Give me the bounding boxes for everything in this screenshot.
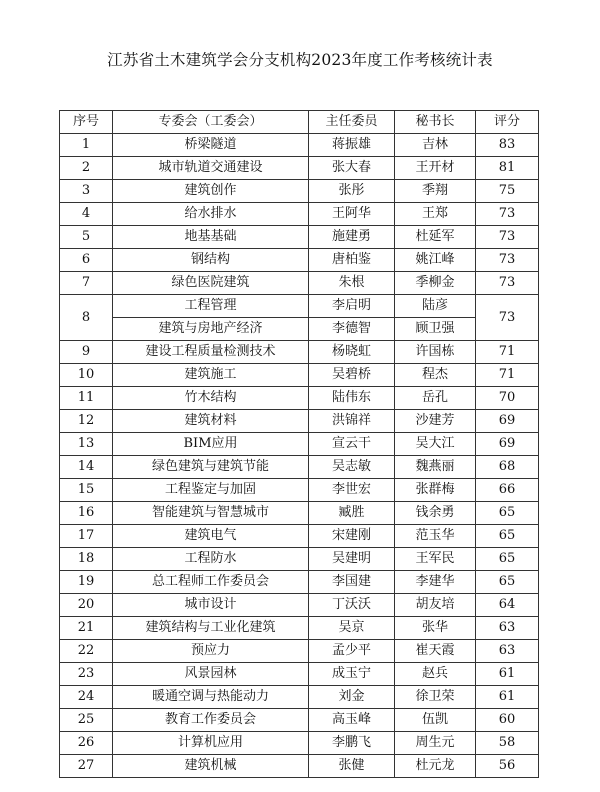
cell-committee: 绿色建筑与建筑节能 [113,456,309,479]
cell-director: 李德智 [309,318,395,341]
cell-score: 73 [476,295,539,341]
table-row [60,387,539,410]
cell-no: 22 [60,640,113,663]
header-secretary: 秘书长 [395,111,476,134]
cell-secretary: 顾卫强 [395,318,476,341]
cell-committee: 竹木结构 [113,387,309,410]
cell-secretary: 姚江峰 [395,249,476,272]
cell-director: 丁沃沃 [309,594,395,617]
cell-no: 20 [60,594,113,617]
cell-director: 朱根 [309,272,395,295]
cell-secretary: 周生元 [395,732,476,755]
cell-director: 宋建刚 [309,525,395,548]
score-table [59,110,539,778]
cell-secretary: 季柳金 [395,272,476,295]
cell-director: 吴建明 [309,548,395,571]
table-row [60,709,539,732]
table-row [60,594,539,617]
cell-director: 成玉宁 [309,663,395,686]
table-row [60,295,539,318]
cell-score: 81 [476,157,539,180]
cell-director: 唐柏鉴 [309,249,395,272]
cell-committee: 建筑施工 [113,364,309,387]
cell-secretary: 赵兵 [395,663,476,686]
cell-no: 10 [60,364,113,387]
cell-committee: 钢结构 [113,249,309,272]
cell-score: 65 [476,525,539,548]
table-row [60,410,539,433]
cell-director: 吴京 [309,617,395,640]
cell-secretary: 王开材 [395,157,476,180]
cell-score: 69 [476,410,539,433]
cell-director: 高玉峰 [309,709,395,732]
header-score: 评分 [476,111,539,134]
cell-director: 李启明 [309,295,395,318]
cell-no: 11 [60,387,113,410]
table-row [60,755,539,778]
cell-no: 1 [60,134,113,157]
cell-committee: 建筑材料 [113,410,309,433]
cell-score: 73 [476,249,539,272]
table-row [60,364,539,387]
cell-secretary: 张华 [395,617,476,640]
cell-committee: 工程管理 [113,295,309,318]
cell-no: 6 [60,249,113,272]
cell-score: 71 [476,341,539,364]
cell-committee: 桥梁隧道 [113,134,309,157]
cell-score: 64 [476,594,539,617]
cell-secretary: 李建华 [395,571,476,594]
table-row [60,686,539,709]
table-row [60,571,539,594]
cell-no: 14 [60,456,113,479]
cell-no: 16 [60,502,113,525]
cell-no: 15 [60,479,113,502]
cell-secretary: 徐卫荣 [395,686,476,709]
cell-secretary: 季翔 [395,180,476,203]
cell-score: 83 [476,134,539,157]
cell-committee: 工程鉴定与加固 [113,479,309,502]
cell-committee: BIM应用 [113,433,309,456]
cell-committee: 绿色医院建筑 [113,272,309,295]
cell-no: 17 [60,525,113,548]
cell-secretary: 范玉华 [395,525,476,548]
cell-score: 66 [476,479,539,502]
header-row [60,111,539,134]
cell-no: 27 [60,755,113,778]
cell-no: 18 [60,548,113,571]
cell-committee: 教育工作委员会 [113,709,309,732]
cell-score: 68 [476,456,539,479]
table-row [60,134,539,157]
table-body [60,134,539,778]
cell-score: 73 [476,226,539,249]
cell-director: 李世宏 [309,479,395,502]
table-row [60,663,539,686]
cell-director: 陆伟东 [309,387,395,410]
cell-director: 施建勇 [309,226,395,249]
cell-secretary: 钱余勇 [395,502,476,525]
table-row [60,157,539,180]
table-row [60,272,539,295]
header-director: 主任委员 [309,111,395,134]
table-row [60,502,539,525]
cell-score: 61 [476,686,539,709]
cell-director: 王阿华 [309,203,395,226]
cell-score: 73 [476,203,539,226]
cell-committee: 暖通空调与热能动力 [113,686,309,709]
cell-no: 19 [60,571,113,594]
cell-director: 蒋振雄 [309,134,395,157]
table-row [60,433,539,456]
cell-committee: 智能建筑与智慧城市 [113,502,309,525]
cell-secretary: 胡友培 [395,594,476,617]
cell-secretary: 魏燕丽 [395,456,476,479]
cell-score: 61 [476,663,539,686]
table-row [60,479,539,502]
cell-director: 洪锦祥 [309,410,395,433]
cell-director: 臧胜 [309,502,395,525]
header-committee: 专委会（工委会） [113,111,309,134]
cell-committee: 风景园林 [113,663,309,686]
cell-director: 张彤 [309,180,395,203]
cell-secretary: 王军民 [395,548,476,571]
cell-committee: 建筑与房地产经济 [113,318,309,341]
cell-director: 李国建 [309,571,395,594]
cell-director: 张健 [309,755,395,778]
cell-secretary: 陆彦 [395,295,476,318]
cell-score: 69 [476,433,539,456]
cell-no: 26 [60,732,113,755]
cell-committee: 给水排水 [113,203,309,226]
cell-score: 65 [476,502,539,525]
table-row [60,732,539,755]
cell-score: 71 [476,364,539,387]
table-row [60,640,539,663]
cell-secretary: 许国栋 [395,341,476,364]
cell-no: 7 [60,272,113,295]
cell-committee: 建筑结构与工业化建筑 [113,617,309,640]
cell-score: 73 [476,272,539,295]
cell-director: 李鹏飞 [309,732,395,755]
cell-secretary: 岳孔 [395,387,476,410]
cell-committee: 计算机应用 [113,732,309,755]
table-row [60,249,539,272]
document-title: 江苏省土木建筑学会分支机构2023年度工作考核统计表 [107,51,493,69]
cell-no: 12 [60,410,113,433]
cell-director: 孟少平 [309,640,395,663]
cell-committee: 工程防水 [113,548,309,571]
cell-director: 刘金 [309,686,395,709]
cell-score: 75 [476,180,539,203]
cell-no: 4 [60,203,113,226]
table-row [60,180,539,203]
cell-secretary: 吉林 [395,134,476,157]
table-row [60,318,539,341]
cell-secretary: 吴大江 [395,433,476,456]
cell-committee: 城市轨道交通建设 [113,157,309,180]
cell-score: 58 [476,732,539,755]
cell-director: 张大春 [309,157,395,180]
cell-no: 23 [60,663,113,686]
cell-secretary: 程杰 [395,364,476,387]
cell-no: 25 [60,709,113,732]
cell-secretary: 杜延军 [395,226,476,249]
cell-score: 60 [476,709,539,732]
cell-score: 65 [476,548,539,571]
table-row [60,548,539,571]
cell-no: 2 [60,157,113,180]
cell-committee: 建设工程质量检测技术 [113,341,309,364]
table-row [60,617,539,640]
cell-score: 56 [476,755,539,778]
cell-no: 3 [60,180,113,203]
table-row [60,203,539,226]
cell-committee: 建筑电气 [113,525,309,548]
cell-score: 63 [476,640,539,663]
cell-score: 70 [476,387,539,410]
cell-committee: 建筑机械 [113,755,309,778]
cell-secretary: 王郑 [395,203,476,226]
cell-committee: 地基基础 [113,226,309,249]
cell-no: 13 [60,433,113,456]
cell-director: 宣云干 [309,433,395,456]
table-row [60,525,539,548]
cell-secretary: 伍凯 [395,709,476,732]
cell-no: 21 [60,617,113,640]
cell-director: 吴志敏 [309,456,395,479]
cell-director: 杨晓虹 [309,341,395,364]
cell-secretary: 沙建芳 [395,410,476,433]
cell-no: 8 [60,295,113,341]
cell-secretary: 杜元龙 [395,755,476,778]
cell-committee: 总工程师工作委员会 [113,571,309,594]
cell-director: 吴碧桥 [309,364,395,387]
cell-secretary: 张群梅 [395,479,476,502]
cell-no: 5 [60,226,113,249]
cell-score: 63 [476,617,539,640]
header-no: 序号 [60,111,113,134]
cell-committee: 预应力 [113,640,309,663]
table-row [60,226,539,249]
cell-no: 24 [60,686,113,709]
cell-committee: 城市设计 [113,594,309,617]
table-row [60,341,539,364]
cell-no: 9 [60,341,113,364]
cell-score: 65 [476,571,539,594]
cell-secretary: 崔天霞 [395,640,476,663]
table-row [60,456,539,479]
cell-committee: 建筑创作 [113,180,309,203]
